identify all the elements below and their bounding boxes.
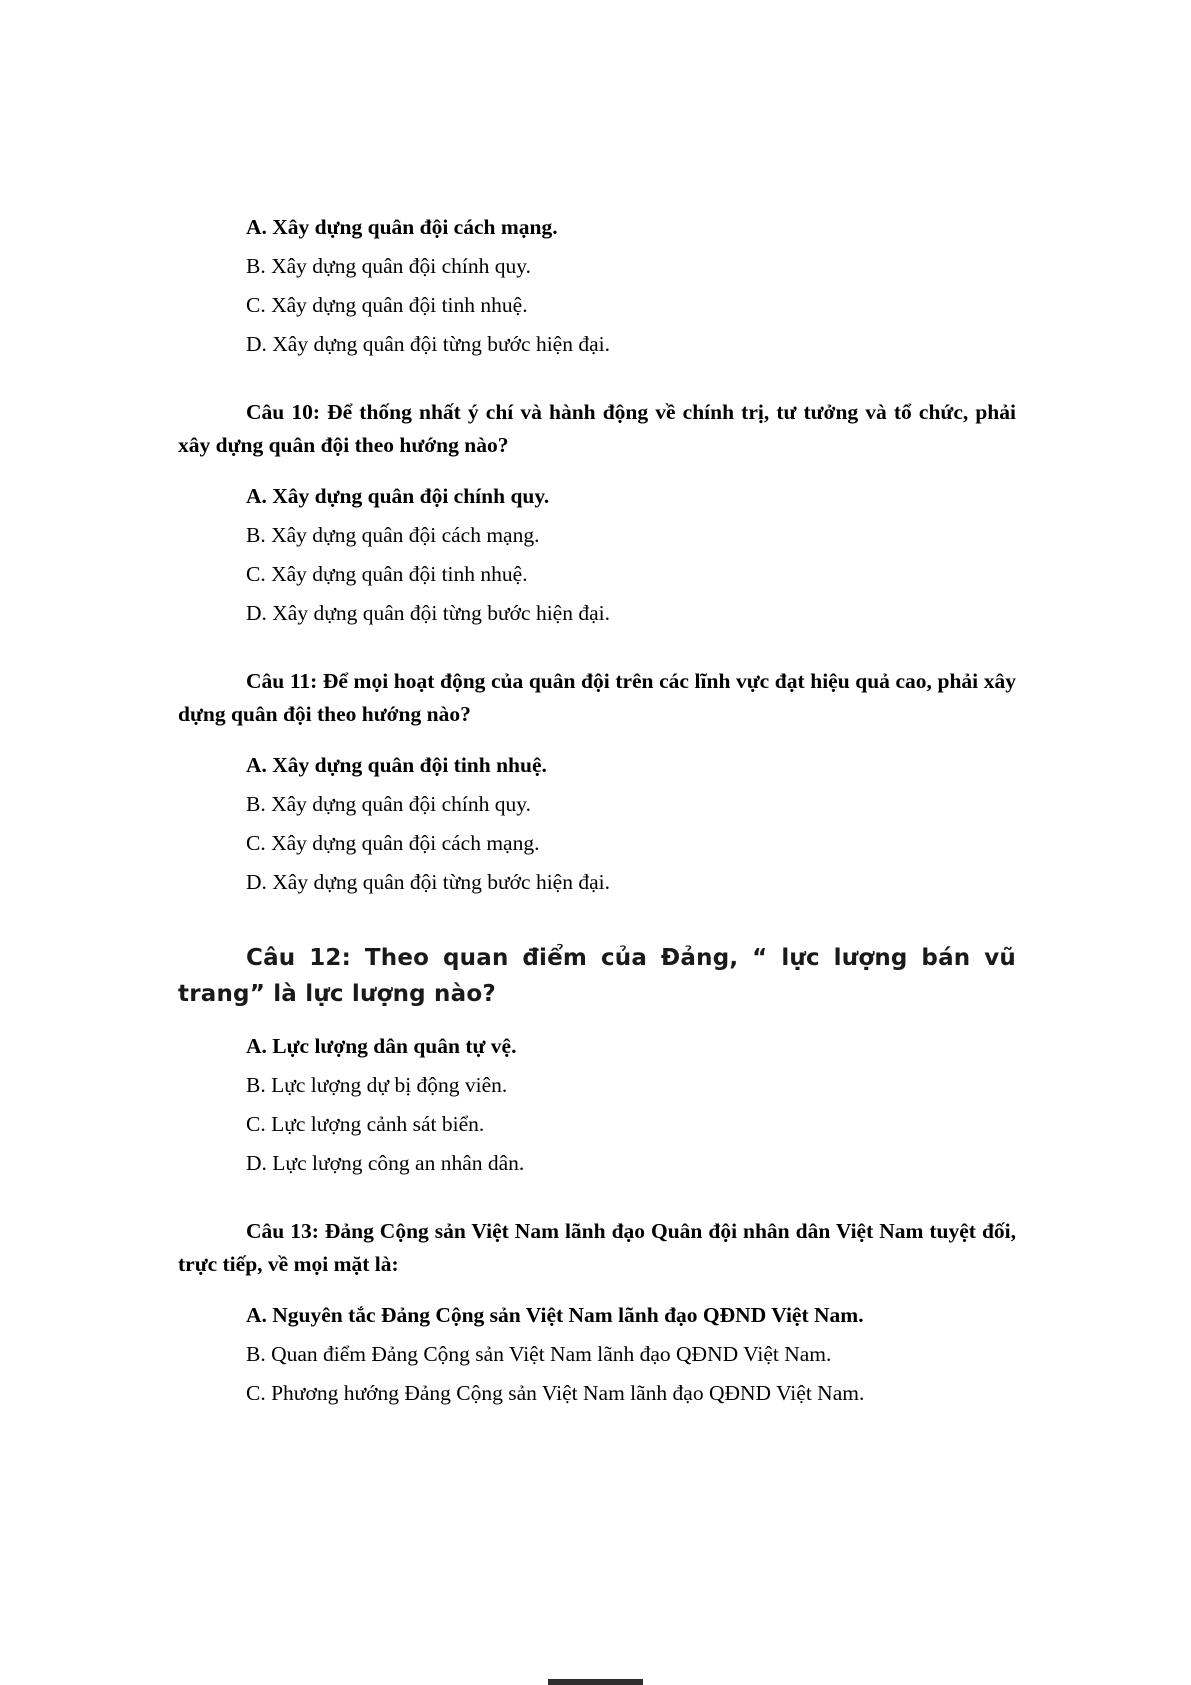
option-label: A. — [246, 753, 267, 777]
option-text: Quan điểm Đảng Cộng sản Việt Nam lãnh đạo QĐND Việt Nam. — [271, 1342, 832, 1366]
option-label: C. — [246, 831, 266, 855]
option-line — [178, 830, 1016, 857]
option-text: Xây dựng quân đội cách mạng. — [271, 831, 540, 855]
option-text: Xây dựng quân đội chính quy. — [271, 254, 531, 278]
option-line — [178, 1033, 1016, 1060]
option-line — [178, 561, 1016, 588]
option-text: Xây dựng quân đội chính quy. — [271, 792, 531, 816]
option-label: B. — [246, 1073, 266, 1097]
option-line — [178, 1380, 1016, 1407]
option-text: Nguyên tắc Đảng Cộng sản Việt Nam lãnh đạo QĐND Việt Nam. — [272, 1303, 864, 1327]
option-line — [178, 331, 1016, 358]
option-line — [178, 1111, 1016, 1138]
option-text: Xây dựng quân đội tinh nhuệ. — [272, 753, 547, 777]
option-line — [178, 600, 1016, 627]
option-text: Xây dựng quân đội cách mạng. — [272, 215, 558, 239]
option-text: Xây dựng quân đội cách mạng. — [271, 523, 540, 547]
option-line — [178, 214, 1016, 241]
question-heading: Câu 13: Đảng Cộng sản Việt Nam lãnh đạo Quân đội nhân dân Việt Nam tuyệt đối, trực tiếp, về mọi mặt là: — [178, 1219, 1016, 1276]
option-label: D. — [246, 601, 267, 625]
option-text: Xây dựng quân đội tinh nhuệ. — [271, 562, 528, 586]
option-text: Lực lượng cảnh sát biển. — [271, 1112, 485, 1136]
option-label: A. — [246, 1034, 267, 1058]
option-text: Xây dựng quân đội chính quy. — [272, 484, 550, 508]
page-bottom-artifact — [548, 1679, 643, 1685]
option-label: A. — [246, 484, 267, 508]
option-label: B. — [246, 254, 266, 278]
option-line — [178, 483, 1016, 510]
document-content — [178, 0, 1016, 1419]
option-line — [178, 253, 1016, 280]
option-label: B. — [246, 523, 266, 547]
option-label: C. — [246, 293, 266, 317]
option-line — [178, 869, 1016, 896]
option-line — [178, 1072, 1016, 1099]
option-line — [178, 752, 1016, 779]
option-text: Lực lượng công an nhân dân. — [272, 1151, 525, 1175]
option-line — [178, 292, 1016, 319]
question-heading: Câu 11: Để mọi hoạt động của quân đội trên các lĩnh vực đạt hiệu quả cao, phải xây dựng quân đội theo hướng nào? — [178, 669, 1016, 726]
option-label: B. — [246, 792, 266, 816]
option-label: A. — [246, 1303, 267, 1327]
option-line — [178, 1341, 1016, 1368]
option-label: C. — [246, 562, 266, 586]
option-label: C. — [246, 1381, 266, 1405]
option-label: B. — [246, 1342, 266, 1366]
option-line — [178, 1302, 1016, 1329]
question-heading: Câu 10: Để thống nhất ý chí và hành động về chính trị, tư tưởng và tổ chức, phải xây dựng quân đội theo hướng nào? — [178, 400, 1016, 457]
option-line — [178, 1150, 1016, 1177]
option-text: Lực lượng dân quân tự vệ. — [272, 1034, 517, 1058]
option-line — [178, 791, 1016, 818]
option-label: D. — [246, 870, 267, 894]
option-text: Phương hướng Đảng Cộng sản Việt Nam lãnh đạo QĐND Việt Nam. — [271, 1381, 865, 1405]
option-text: Xây dựng quân đội từng bước hiện đại. — [272, 332, 610, 356]
option-text: Xây dựng quân đội từng bước hiện đại. — [272, 601, 610, 625]
option-text: Lực lượng dự bị động viên. — [271, 1073, 508, 1097]
question-heading: Câu 12: Theo quan điểm của Đảng, “ lực lượng bán vũ trang” là lực lượng nào? — [178, 945, 1016, 1007]
option-text: Xây dựng quân đội tinh nhuệ. — [271, 293, 528, 317]
option-line — [178, 522, 1016, 549]
option-label: D. — [246, 332, 267, 356]
option-label: D. — [246, 1151, 267, 1175]
option-label: C. — [246, 1112, 266, 1136]
option-text: Xây dựng quân đội từng bước hiện đại. — [272, 870, 610, 894]
option-label: A. — [246, 215, 267, 239]
